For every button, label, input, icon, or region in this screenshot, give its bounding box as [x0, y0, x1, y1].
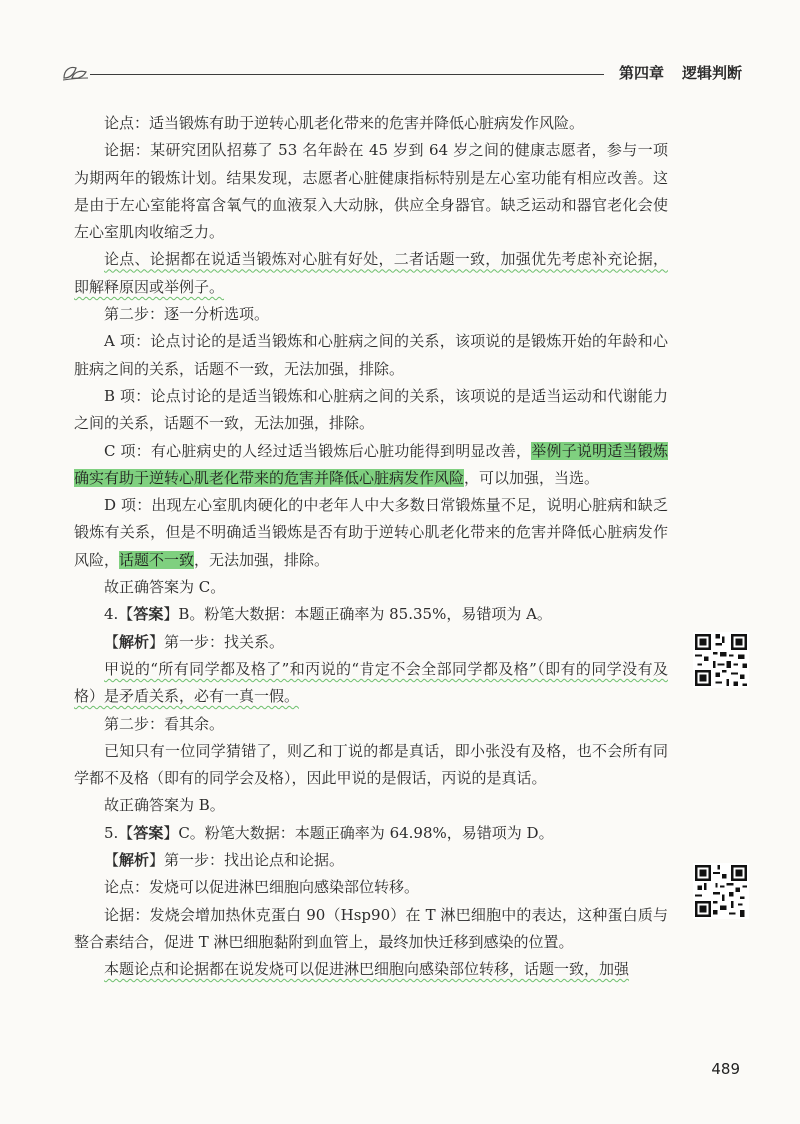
paragraph: 论点：发烧可以促进淋巴细胞向感染部位转移。 — [104, 878, 420, 897]
paragraph — [74, 438, 668, 493]
chapter-number: 第四章 — [618, 64, 664, 82]
paragraph: 论据：某研究团队招募了 53 名年龄在 45 岁到 64 岁之间的健康志愿者，参与一项为期两年的锻炼计划。结果发现，志愿者心脏健康指标特别是左心室功能有相应改善。这是由于左心室能将富含氧气的血液泵入大动脉，供应全身器官。缺乏运动和器官老化会使左心室肌肉收缩乏力。 — [74, 141, 668, 242]
paragraph — [74, 246, 668, 301]
answer-label: 答案 — [133, 823, 164, 842]
paragraph: 第二步：看其余。 — [104, 714, 225, 733]
text-run: 【 — [104, 632, 120, 651]
analysis-line — [74, 629, 668, 656]
header-rule — [90, 74, 604, 75]
paragraph: 第二步：逐一分析选项。 — [104, 305, 270, 324]
text-run: C 项：有心脏病史的人经过适当锻炼后心脏功能得到明显改善， — [104, 441, 532, 460]
analysis-line — [74, 847, 668, 874]
text-run: 】第一步：找关系。 — [149, 632, 285, 651]
highlighted-text: 举例子说明适当锻炼确实有助于逆转心肌老化带来的危害并降低心脏病发作风险 — [74, 441, 668, 487]
text-run: ，可以加强，当选。 — [464, 468, 600, 487]
answer-label: 答案 — [133, 605, 164, 624]
answer-line — [74, 820, 668, 847]
text-run: ，无法加强，排除。 — [194, 550, 330, 569]
text-run: D 项：出现左心室肌肉硬化的中老年人中大多数日常锻炼量不足，说明心脏病和缺乏锻炼有关系，但是不明确适当锻炼是否有助于逆转心肌老化带来的危害并降低心脏病发作风险， — [74, 496, 668, 569]
qr-code-icon[interactable] — [693, 863, 749, 919]
wavy-underlined-text: 本题论点和论据都在说发烧可以促进淋巴细胞向感染部位转移，话题一致，加强 — [104, 960, 630, 979]
page-body — [74, 110, 668, 984]
paragraph: 论据：发烧会增加热休克蛋白 90（Hsp90）在 T 淋巴细胞中的表达，这种蛋白质与整合素结合，促进 T 淋巴细胞黏附到血管上，最终加快迁移到感染的位置。 — [74, 905, 668, 951]
page-header — [60, 58, 742, 88]
text-run: 】第一步：找出论点和论据。 — [149, 851, 345, 870]
text-run: 】B。粉笔大数据：本题正确率为 85.35%，易错项为 A。 — [163, 605, 552, 624]
analysis-label: 解析 — [119, 851, 150, 870]
paragraph — [74, 492, 668, 574]
answer-line — [74, 601, 668, 628]
page-number: 489 — [711, 1060, 740, 1078]
highlighted-text: 话题不一致 — [119, 550, 195, 569]
paragraph: A 项：论点讨论的是适当锻炼和心脏病之间的关系，该项说的是锻炼开始的年龄和心脏病之间的关系，话题不一致，无法加强，排除。 — [74, 332, 668, 378]
leaf-icon — [60, 58, 90, 88]
wavy-underlined-text: 甲说的“所有同学都及格了”和丙说的“肯定不会全部同学都及格”（即有的同学没有及格）是矛盾关系，必有一真一假。 — [74, 659, 668, 706]
analysis-label: 解析 — [119, 632, 150, 651]
paragraph: 故正确答案为 C。 — [104, 578, 226, 597]
text-run: 4.【 — [104, 605, 134, 624]
paragraph — [74, 956, 668, 983]
chapter-title: 逻辑判断 — [681, 64, 742, 82]
text-run: 】C。粉笔大数据：本题正确率为 64.98%，易错项为 D。 — [163, 823, 554, 842]
paragraph — [74, 656, 668, 711]
chapter-heading — [601, 62, 742, 83]
paragraph: 故正确答案为 B。 — [104, 796, 225, 815]
paragraph: 论点：适当锻炼有助于逆转心肌老化带来的危害并降低心脏病发作风险。 — [104, 114, 585, 132]
paragraph: B 项：论点讨论的是适当锻炼和心脏病之间的关系，该项说的是适当运动和代谢能力之间的关系，话题不一致，无法加强，排除。 — [74, 386, 668, 433]
wavy-underlined-text: 论点、论据都在说适当锻炼对心脏有好处，二者话题一致，加强优先考虑补充论据，即解释原因或举例子。 — [74, 250, 668, 296]
qr-code-icon[interactable] — [693, 632, 749, 688]
paragraph: 已知只有一位同学猜错了，则乙和丁说的都是真话，即小张没有及格，也不会所有同学都不及格（即有的同学会及格），因此甲说的是假话，丙说的是真话。 — [74, 741, 668, 788]
text-run: 【 — [104, 851, 120, 870]
text-run: 5.【 — [104, 823, 134, 842]
